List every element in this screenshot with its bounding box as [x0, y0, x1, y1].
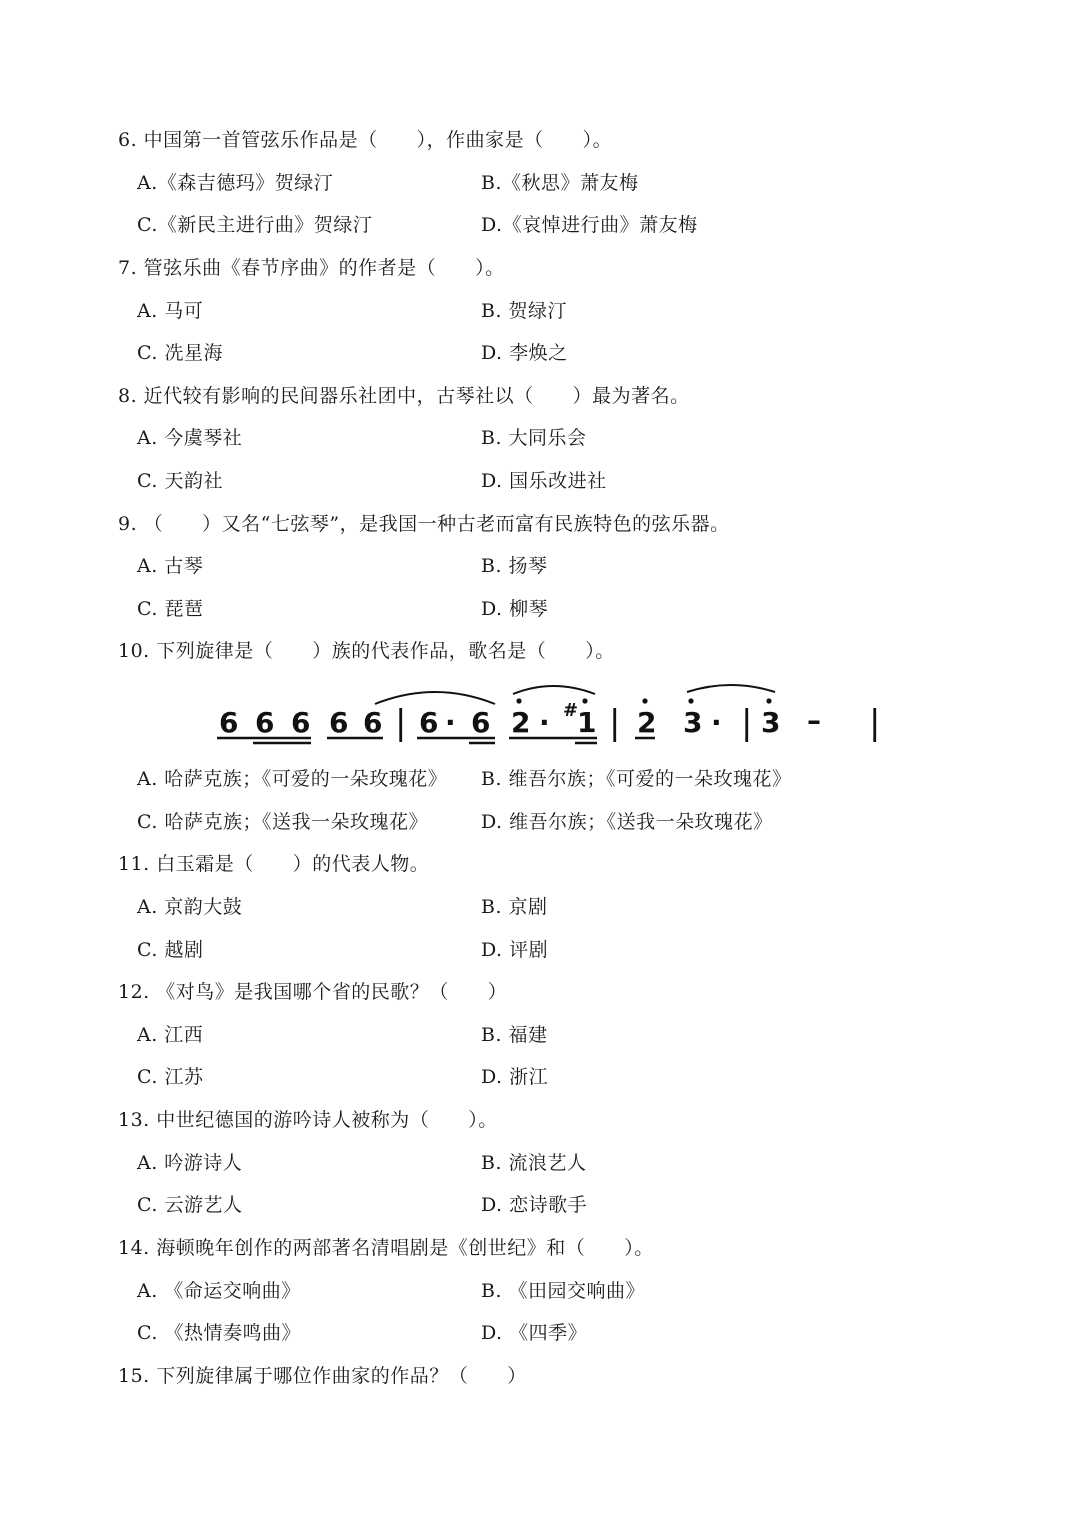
question-15: 15. 下列旋律属于哪位作曲家的作品？（ ） [118, 1365, 527, 1387]
dash: – [807, 704, 821, 737]
barline: | [609, 703, 621, 743]
note: 2 [637, 706, 657, 739]
dot: · [445, 706, 456, 739]
note: 1 [577, 706, 597, 739]
option-12a: A. 江西 [137, 1024, 204, 1046]
option-13a: A. 吟游诗人 [137, 1152, 243, 1174]
barline: | [741, 703, 753, 743]
option-14a: A. 《命运交响曲》 [137, 1280, 301, 1302]
note: 3 [683, 706, 703, 739]
option-11d: D. 评剧 [481, 939, 549, 961]
option-10b: B. 维吾尔族；《可爱的一朵玫瑰花》 [481, 768, 792, 790]
option-9d: D. 柳琴 [481, 598, 549, 620]
option-11c: C. 越剧 [137, 939, 204, 961]
option-6d: D.《哀悼进行曲》萧友梅 [481, 214, 698, 236]
question-7: 7. 管弦乐曲《春节序曲》的作者是（ ）。 [118, 257, 505, 279]
option-9b: B. 扬琴 [481, 555, 548, 577]
option-6c: C.《新民主进行曲》贺绿汀 [137, 214, 373, 236]
barline: | [395, 703, 407, 743]
option-11b: B. 京剧 [481, 896, 548, 918]
option-6b: B.《秋思》萧友梅 [481, 172, 639, 194]
question-14: 14. 海顿晚年创作的两部著名清唱剧是《创世纪》和（ ）。 [118, 1237, 654, 1259]
option-10c: C. 哈萨克族；《送我一朵玫瑰花》 [137, 811, 428, 833]
question-9: 9. （ ）又名“七弦琴”，是我国一种古老而富有民族特色的弦乐器。 [118, 513, 730, 535]
option-12c: C. 江苏 [137, 1066, 204, 1088]
option-8d: D. 国乐改进社 [481, 470, 607, 492]
question-8: 8. 近代较有影响的民间器乐社团中，古琴社以（ ）最为著名。 [118, 385, 690, 407]
option-14b: B. 《田园交响曲》 [481, 1280, 646, 1302]
duration-underlines [217, 738, 655, 743]
note: 6 [255, 706, 275, 739]
note: 2 [511, 706, 531, 739]
note: 6 [329, 706, 349, 739]
option-9c: C. 琵琶 [137, 598, 204, 620]
option-7b: B. 贺绿汀 [481, 300, 568, 322]
dot: · [539, 706, 550, 739]
octave-dots [516, 698, 771, 703]
option-14d: D. 《四季》 [481, 1322, 588, 1344]
note: 3 [761, 706, 781, 739]
option-13c: C. 云游艺人 [137, 1194, 243, 1216]
barline: | [869, 703, 881, 743]
dot: · [711, 706, 722, 739]
option-6a: A.《森吉德玛》贺绿汀 [137, 172, 334, 194]
option-10d: D. 维吾尔族；《送我一朵玫瑰花》 [481, 811, 773, 833]
question-13: 13. 中世纪德国的游吟诗人被称为（ ）。 [118, 1109, 498, 1131]
option-7a: A. 马可 [137, 300, 204, 322]
option-13b: B. 流浪艺人 [481, 1152, 587, 1174]
option-14c: C. 《热情奏鸣曲》 [137, 1322, 301, 1344]
sharp-sign: # [563, 700, 579, 721]
option-8a: A. 今虞琴社 [137, 427, 243, 449]
note: 6 [219, 706, 239, 739]
option-8b: B. 大同乐会 [481, 427, 587, 449]
option-11a: A. 京韵大鼓 [137, 896, 243, 918]
jianpu-score [205, 682, 905, 762]
option-13d: D. 恋诗歌手 [481, 1194, 588, 1216]
option-7c: C. 冼星海 [137, 342, 223, 364]
option-12d: D. 浙江 [481, 1066, 549, 1088]
option-12b: B. 福建 [481, 1024, 548, 1046]
question-11: 11. 白玉霜是（ ）的代表人物。 [118, 853, 430, 875]
question-6: 6. 中国第一首管弦乐作品是（ ），作曲家是（ ）。 [118, 129, 613, 151]
option-10a: A. 哈萨克族；《可爱的一朵玫瑰花》 [137, 768, 448, 790]
option-8c: C. 天韵社 [137, 470, 223, 492]
question-10: 10. 下列旋律是（ ）族的代表作品，歌名是（ ）。 [118, 640, 615, 662]
option-7d: D. 李焕之 [481, 342, 568, 364]
note: 6 [419, 706, 439, 739]
option-9a: A. 古琴 [137, 555, 204, 577]
note: 6 [363, 706, 383, 739]
question-12: 12. 《对鸟》是我国哪个省的民歌？（ ） [118, 981, 508, 1003]
note: 6 [291, 706, 311, 739]
note: 6 [471, 706, 491, 739]
